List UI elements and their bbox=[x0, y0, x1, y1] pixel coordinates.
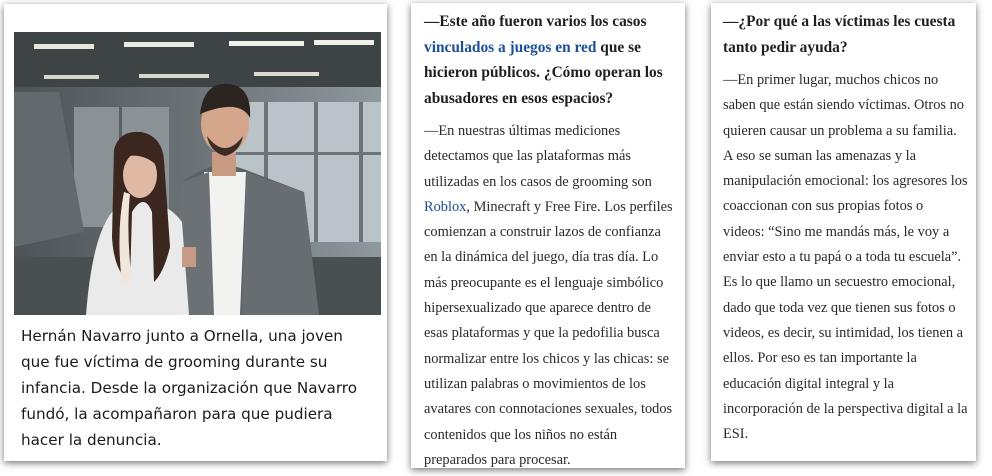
article-photo bbox=[14, 32, 381, 315]
question-heading bbox=[424, 9, 673, 111]
question-text: que se hicieron públicos. ¿Cómo operan los abusadores en esos espacios? bbox=[424, 38, 663, 107]
answer-text: —En nuestras últimas mediciones detectamos que las plataformas más utilizadas en los casos de grooming son bbox=[424, 123, 652, 190]
interview-question-card-1 bbox=[411, 3, 685, 468]
answer-paragraph bbox=[424, 119, 673, 473]
roblox-link[interactable]: Roblox bbox=[424, 198, 467, 215]
question-text: —Este año fueron varios los casos bbox=[424, 13, 647, 30]
answer-paragraph: —En primer lugar, muchos chicos no saben que están siendo víctimas. Otros no quieren causar un problema a su familia. A eso se suman las amenazas y la manipulación emocional: los agresores los coaccionan con sus propias fotos o videos: “Sino me mandás más, le voy a enviar esto a tu papá o a toda tu escuela”. Es lo que llamo un secuestro emocional, dado que toda vez que tienen sus fotos o videos, es decir, su intimidad, los tienen a ellos. Por eso es tan importante la educación digital integral y la incorporación de la perspectiva digital a la ESI. bbox=[723, 72, 968, 443]
answer-text: , Minecraft y Free Fire. Los perfiles comienzan a construir lazos de confianza en la dinámica del juego, día tras día. Lo más preocupante es el lenguaje simbólico hipersexualizado que aparece dentro de esas plataformas y que la pedofilia busca normalizar entre los chicos y las chicas: se utilizan palabras o movimientos de los avatares con connotaciones sexuales, todos contenidos que los niños no están preparados para procesar. bbox=[424, 198, 673, 468]
photo-caption: Hernán Navarro junto a Ornella, una joven que fue víctima de grooming durante su infancia. Desde la organización que Navarro fundó, la acompañaron para que pudiera hacer la denuncia. bbox=[21, 327, 358, 449]
games-online-link[interactable]: vinculados a juegos en red bbox=[424, 38, 597, 56]
photo-card bbox=[4, 4, 387, 461]
interview-question-card-2 bbox=[711, 3, 976, 461]
question-heading: —¿Por qué a las víctimas les cuesta tanto pedir ayuda? bbox=[723, 13, 956, 56]
